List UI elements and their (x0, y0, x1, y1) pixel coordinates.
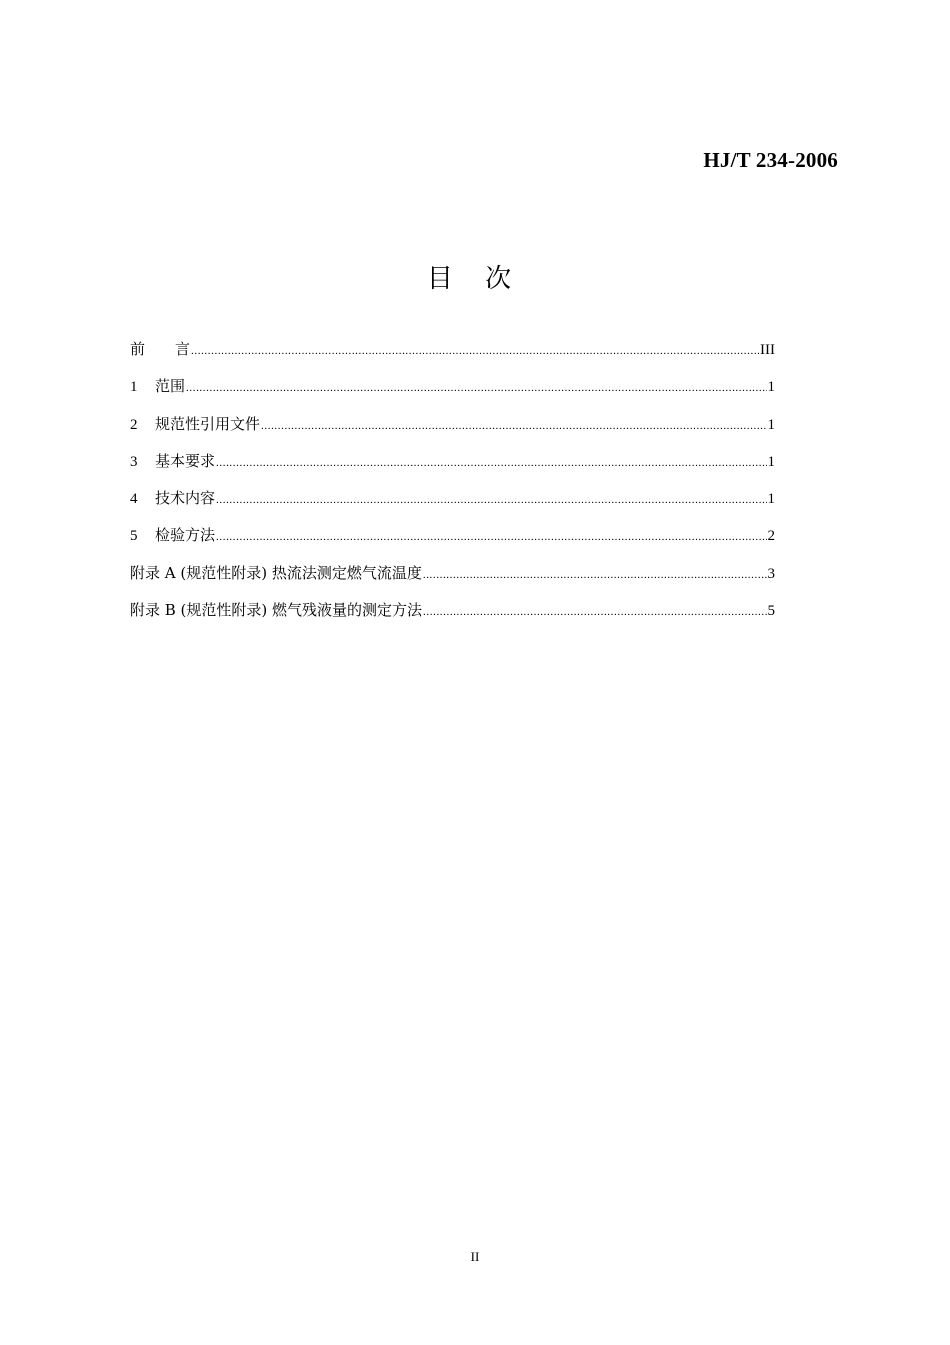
toc-entry-number: 5 (130, 528, 138, 545)
toc-leader-dots (261, 420, 766, 432)
toc-entry-foreword[interactable] (130, 338, 775, 375)
page-number: II (470, 1249, 480, 1264)
toc-entry-label: 附录 A (规范性附录) 热流法测定燃气流温度 (130, 563, 422, 582)
standard-code: HJ/T 234-2006 (703, 148, 838, 172)
toc-entry-test-methods[interactable] (130, 524, 775, 561)
toc-entry-page: 1 (767, 416, 775, 433)
toc-entry-label: 规范性引用文件 (155, 414, 261, 433)
toc-entry-number: 3 (130, 453, 138, 470)
toc-entry-normative-references[interactable] (130, 413, 775, 450)
toc-entry-technical-content[interactable] (130, 487, 775, 524)
toc-leader-dots (216, 494, 766, 506)
toc-entry-page: III (760, 342, 775, 358)
toc-entry-number: 2 (130, 416, 138, 433)
toc-entry-number: 4 (130, 491, 138, 508)
toc-leader-dots (423, 606, 766, 618)
toc-entry-label: 附录 B (规范性附录) 燃气残液量的测定方法 (130, 601, 423, 620)
toc-entry-page: 3 (767, 565, 775, 582)
toc-leader-dots (191, 345, 759, 357)
toc-title: 目 次 (426, 264, 524, 294)
toc-entry-label: 范围 (155, 377, 186, 396)
toc-entry-basic-requirements[interactable] (130, 450, 775, 487)
toc-entry-label: 检验方法 (155, 526, 216, 545)
toc-leader-dots (186, 382, 766, 394)
toc-leader-dots (216, 531, 766, 543)
toc-entry-label: 技术内容 (155, 489, 216, 508)
toc-entry-scope[interactable] (130, 375, 775, 412)
toc-entry-page: 1 (767, 491, 775, 508)
toc-leader-dots (423, 569, 767, 581)
toc-leader-dots (216, 457, 766, 469)
table-of-contents (130, 338, 775, 636)
toc-entry-number: 1 (130, 379, 138, 396)
toc-entry-page: 1 (767, 453, 775, 470)
toc-entry-appendix-b[interactable] (130, 599, 775, 636)
toc-entry-label: 前 言 (130, 340, 191, 358)
toc-entry-appendix-a[interactable] (130, 562, 775, 599)
toc-entry-page: 2 (767, 528, 775, 545)
toc-entry-page: 5 (767, 603, 775, 620)
toc-entry-label: 基本要求 (155, 451, 216, 470)
toc-entry-page: 1 (767, 379, 775, 396)
